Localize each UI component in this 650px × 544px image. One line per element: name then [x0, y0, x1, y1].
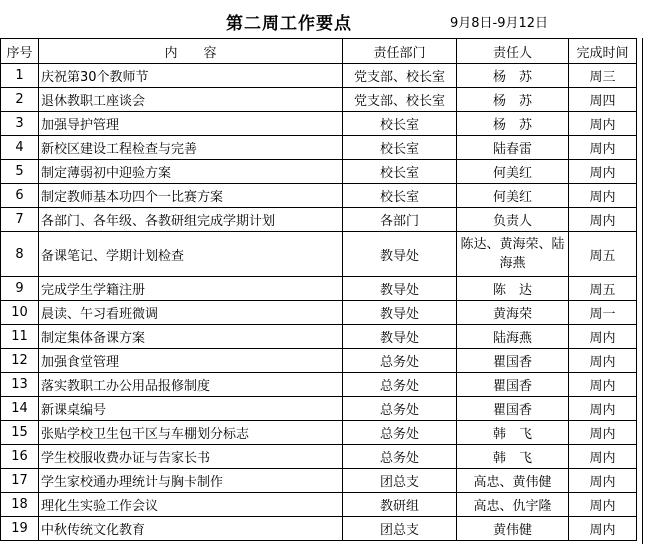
table-row — [1, 301, 637, 325]
row-content: 退休教职工座谈会 — [39, 88, 343, 112]
row-time: 周三 — [569, 64, 637, 88]
row-content: 完成学生学籍注册 — [39, 277, 343, 301]
row-content: 晨读、午习看班微调 — [39, 301, 343, 325]
table-row — [1, 421, 637, 445]
row-person: 何美红 — [457, 184, 569, 208]
table-row — [1, 493, 637, 517]
table-row — [1, 208, 637, 232]
row-person: 负责人 — [457, 208, 569, 232]
row-person: 杨 苏 — [457, 88, 569, 112]
row-dept: 教导处 — [343, 301, 457, 325]
row-dept: 团总支 — [343, 469, 457, 493]
table-row — [1, 517, 637, 541]
row-dept: 教导处 — [343, 325, 457, 349]
table-row — [1, 64, 637, 88]
table-row — [1, 112, 637, 136]
row-number: 5 — [1, 160, 39, 184]
table-row — [1, 232, 637, 277]
row-dept: 校长室 — [343, 136, 457, 160]
row-time: 周内 — [569, 373, 637, 397]
table-row — [1, 397, 637, 421]
row-content: 各部门、各年级、各教研组完成学期计划 — [39, 208, 343, 232]
row-time: 周内 — [569, 445, 637, 469]
row-time: 周内 — [569, 325, 637, 349]
row-person: 瞿国香 — [457, 397, 569, 421]
column-header-person: 责任人 — [457, 39, 569, 64]
row-content: 加强导护管理 — [39, 112, 343, 136]
table-row — [1, 349, 637, 373]
row-number: 15 — [1, 421, 39, 445]
row-time: 周内 — [569, 112, 637, 136]
table-header-row — [1, 39, 637, 64]
table-row — [1, 160, 637, 184]
date-range: 9月8日-9月12日 — [450, 16, 549, 31]
row-dept: 教导处 — [343, 277, 457, 301]
row-dept: 总务处 — [343, 445, 457, 469]
row-content: 落实教职工办公用品报修制度 — [39, 373, 343, 397]
row-person: 陆海燕 — [457, 325, 569, 349]
row-person: 黄海荣 — [457, 301, 569, 325]
row-content: 中秋传统文化教育 — [39, 517, 343, 541]
row-dept: 总务处 — [343, 349, 457, 373]
row-content: 加强食堂管理 — [39, 349, 343, 373]
row-time: 周内 — [569, 421, 637, 445]
row-time: 周内 — [569, 160, 637, 184]
column-header-no: 序号 — [1, 39, 39, 64]
row-number: 14 — [1, 397, 39, 421]
row-time: 周四 — [569, 88, 637, 112]
row-content: 新课桌编号 — [39, 397, 343, 421]
row-person: 陈达、黄海荣、陆海燕 — [457, 232, 569, 277]
table-row — [1, 445, 637, 469]
row-person: 高忠、黄伟健 — [457, 469, 569, 493]
table-row — [1, 373, 637, 397]
row-number: 7 — [1, 208, 39, 232]
row-person: 陈 达 — [457, 277, 569, 301]
table-row — [1, 136, 637, 160]
row-person: 何美红 — [457, 160, 569, 184]
row-number: 19 — [1, 517, 39, 541]
row-number: 11 — [1, 325, 39, 349]
table-row — [1, 469, 637, 493]
row-dept: 校长室 — [343, 112, 457, 136]
row-time: 周内 — [569, 397, 637, 421]
row-dept: 教研组 — [343, 493, 457, 517]
row-dept: 各部门 — [343, 208, 457, 232]
column-header-time: 完成时间 — [569, 39, 637, 64]
row-content: 庆祝第30个教师节 — [39, 64, 343, 88]
row-time: 周内 — [569, 493, 637, 517]
column-header-content: 内 容 — [39, 39, 343, 64]
table-body — [1, 64, 637, 541]
work-plan-table — [0, 38, 637, 541]
row-person: 韩 飞 — [457, 445, 569, 469]
row-person: 黄伟健 — [457, 517, 569, 541]
row-number: 8 — [1, 232, 39, 277]
row-person: 杨 苏 — [457, 112, 569, 136]
row-time: 周内 — [569, 136, 637, 160]
row-time: 周内 — [569, 349, 637, 373]
row-person: 瞿国香 — [457, 373, 569, 397]
row-time: 周内 — [569, 517, 637, 541]
row-number: 18 — [1, 493, 39, 517]
row-content: 制定集体备课方案 — [39, 325, 343, 349]
row-dept: 团总支 — [343, 517, 457, 541]
title-row — [0, 0, 650, 38]
row-number: 9 — [1, 277, 39, 301]
row-dept: 校长室 — [343, 160, 457, 184]
row-number: 6 — [1, 184, 39, 208]
row-person: 瞿国香 — [457, 349, 569, 373]
row-time: 周五 — [569, 277, 637, 301]
row-number: 16 — [1, 445, 39, 469]
row-dept: 总务处 — [343, 421, 457, 445]
row-time: 周五 — [569, 232, 637, 277]
table-row — [1, 184, 637, 208]
row-number: 1 — [1, 64, 39, 88]
row-content: 新校区建设工程检查与完善 — [39, 136, 343, 160]
row-person: 高忠、仇宇隆 — [457, 493, 569, 517]
row-number: 10 — [1, 301, 39, 325]
table-row — [1, 88, 637, 112]
row-time: 周内 — [569, 469, 637, 493]
row-dept: 党支部、校长室 — [343, 88, 457, 112]
row-dept: 总务处 — [343, 397, 457, 421]
row-time: 周一 — [569, 301, 637, 325]
table-row — [1, 325, 637, 349]
row-person: 杨 苏 — [457, 64, 569, 88]
row-content: 制定薄弱初中迎验方案 — [39, 160, 343, 184]
page-title: 第二周工作要点 — [226, 14, 352, 34]
row-number: 4 — [1, 136, 39, 160]
row-content: 学生校服收费办证与告家长书 — [39, 445, 343, 469]
row-number: 12 — [1, 349, 39, 373]
row-content: 制定教师基本功四个一比赛方案 — [39, 184, 343, 208]
row-content: 张贴学校卫生包干区与车棚划分标志 — [39, 421, 343, 445]
row-number: 13 — [1, 373, 39, 397]
row-dept: 校长室 — [343, 184, 457, 208]
row-dept: 总务处 — [343, 373, 457, 397]
row-person: 韩 飞 — [457, 421, 569, 445]
row-content: 学生家校通办理统计与胸卡制作 — [39, 469, 343, 493]
row-number: 3 — [1, 112, 39, 136]
row-content: 理化生实验工作会议 — [39, 493, 343, 517]
column-header-dept: 责任部门 — [343, 39, 457, 64]
row-number: 17 — [1, 469, 39, 493]
row-person: 陆春雷 — [457, 136, 569, 160]
row-content: 备课笔记、学期计划检查 — [39, 232, 343, 277]
row-dept: 党支部、校长室 — [343, 64, 457, 88]
table-row — [1, 277, 637, 301]
row-dept: 教导处 — [343, 232, 457, 277]
row-number: 2 — [1, 88, 39, 112]
sheet-right-border — [636, 38, 643, 544]
row-time: 周内 — [569, 208, 637, 232]
row-time: 周内 — [569, 184, 637, 208]
